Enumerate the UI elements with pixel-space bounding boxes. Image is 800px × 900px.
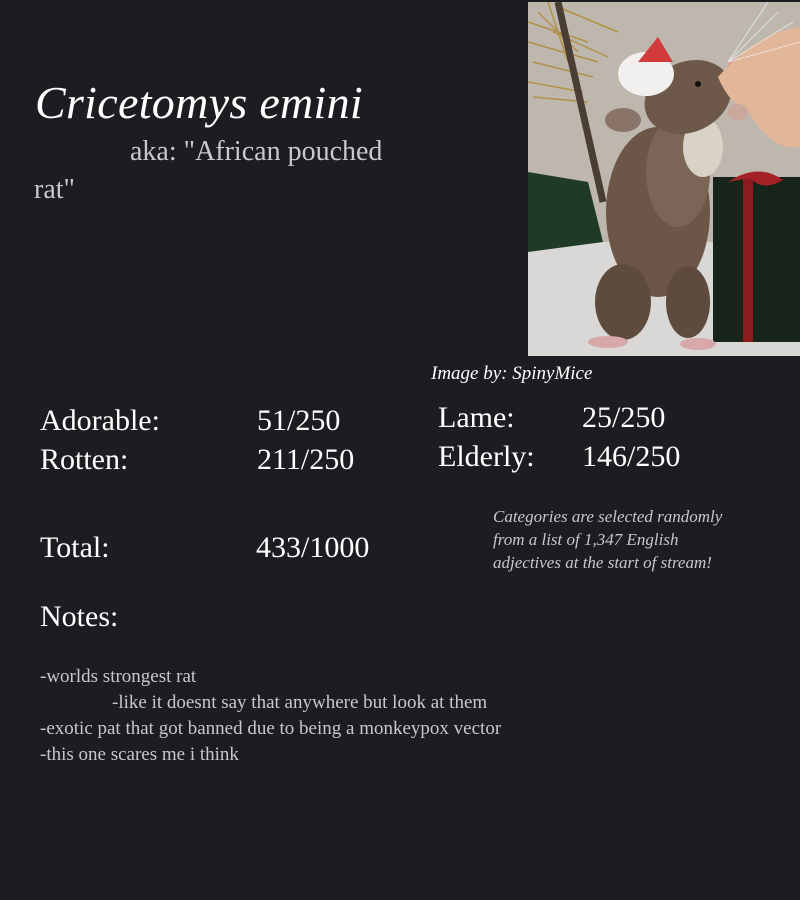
total-label: Total:: [40, 531, 110, 564]
note-line: -like it doesnt say that anywhere but look at them: [112, 692, 488, 713]
species-name: Cricetomys emini: [35, 77, 364, 128]
notes-list: [40, 664, 520, 768]
score-value-lame: 25/250: [582, 401, 666, 434]
image-credit: Image by: SpinyMice: [431, 363, 593, 384]
common-name: aka: "African pouched rat": [34, 136, 383, 205]
total-value: 433/1000: [256, 531, 370, 564]
score-label-rotten: Rotten:: [40, 443, 129, 476]
rat-photo: [528, 2, 800, 356]
note-line: -exotic pat that got banned due to being a monkeypox vector: [40, 718, 502, 739]
score-value-elderly: 146/250: [582, 440, 681, 473]
score-label-elderly: Elderly:: [438, 440, 535, 473]
score-label-lame: Lame:: [438, 401, 515, 434]
score-value-adorable: 51/250: [257, 404, 341, 437]
score-value-rotten: 211/250: [257, 443, 355, 476]
score-label-adorable: Adorable:: [40, 404, 160, 437]
categories-note: Categories are selected randomly from a list of 1,347 English adjectives at the start of stream!: [493, 507, 723, 572]
note-line: -worlds strongest rat: [40, 666, 197, 687]
note-line: -this one scares me i think: [40, 744, 239, 765]
notes-heading: Notes:: [40, 600, 119, 633]
